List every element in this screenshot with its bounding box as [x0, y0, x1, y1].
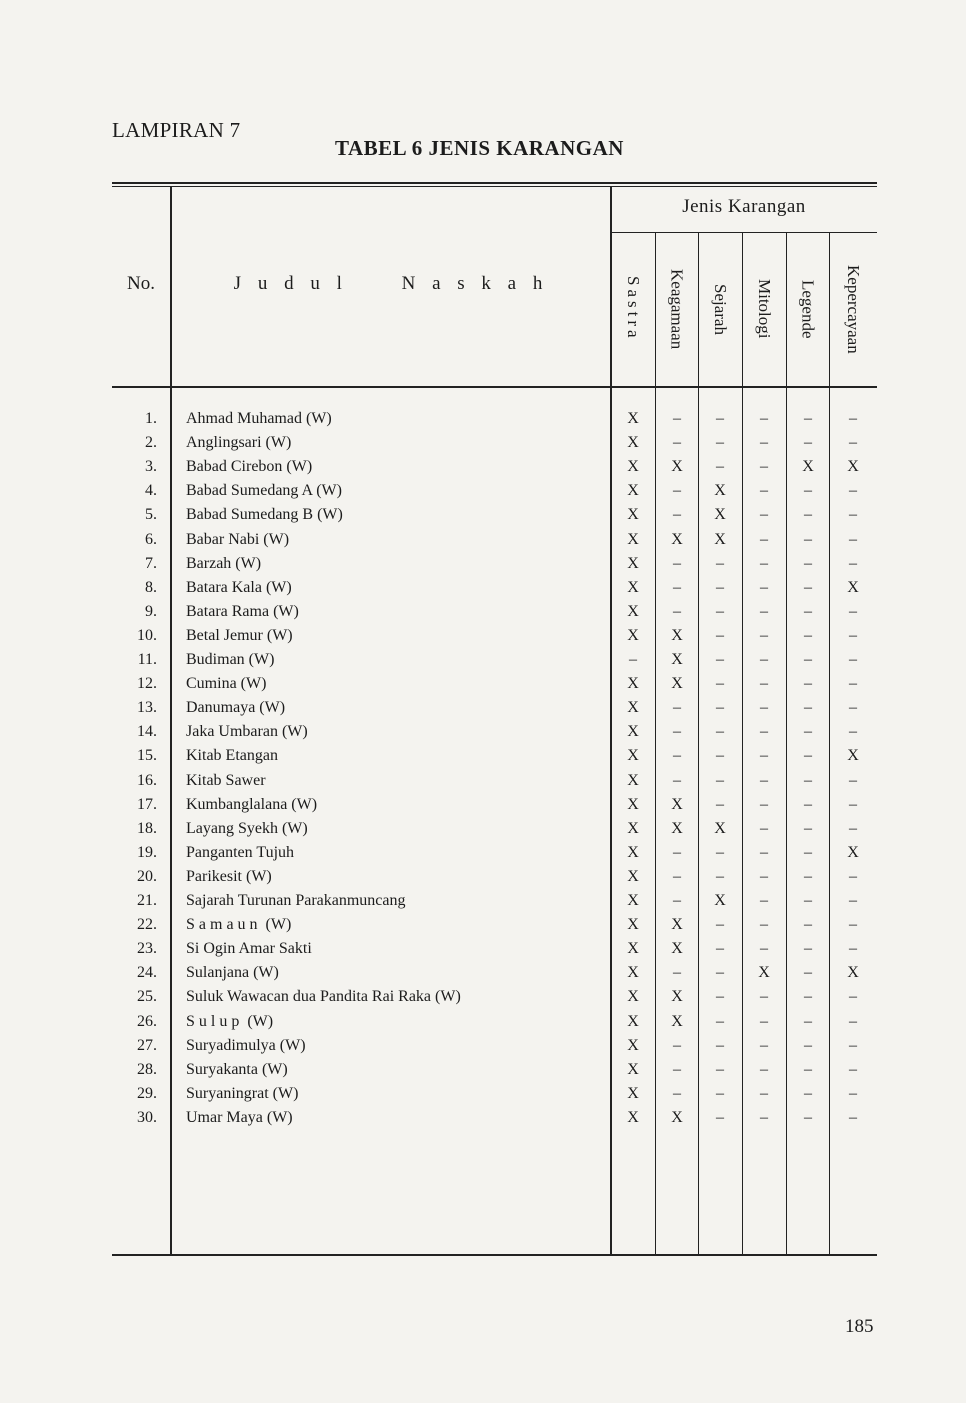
genre-label-mitologi: Mitologi [755, 279, 774, 339]
genre-mark: – [760, 867, 768, 885]
genre-mark: – [804, 843, 812, 861]
table-row [0, 841, 966, 865]
genre-mark: – [760, 1084, 768, 1102]
genre-mark: – [849, 675, 857, 693]
genre-mark: X [714, 530, 726, 548]
genre-mark: – [760, 1036, 768, 1054]
table-row [0, 793, 966, 817]
genre-mark: – [849, 1060, 857, 1078]
genre-mark: – [716, 1108, 724, 1126]
table-row [0, 407, 966, 431]
genre-mark: – [804, 747, 812, 765]
genre-mark: – [716, 1060, 724, 1078]
genre-mark: X [627, 578, 639, 596]
genre-mark: – [716, 434, 724, 452]
row-number: 6. [145, 530, 157, 548]
genre-mark: X [847, 458, 859, 476]
genre-mark: – [760, 578, 768, 596]
row-number: 11. [137, 651, 157, 668]
row-number: 14. [137, 723, 157, 741]
row-number: 4. [145, 482, 157, 500]
genre-mark: – [673, 602, 681, 620]
row-title: Anglingsari (W) [186, 434, 292, 452]
table-row [0, 431, 966, 455]
genre-mark: X [671, 988, 683, 1006]
genre-mark: X [627, 458, 639, 476]
genre-mark: X [627, 867, 639, 885]
genre-mark: – [760, 940, 768, 958]
genre-mark: X [671, 795, 683, 813]
table-row [0, 1082, 966, 1106]
genre-mark: X [627, 795, 639, 813]
genre-mark: – [760, 1012, 768, 1030]
table-bottom-rule [112, 1254, 877, 1256]
genre-mark: – [849, 795, 857, 813]
genre-mark: X [627, 723, 639, 741]
genre-mark: – [673, 410, 681, 427]
genre-mark: – [804, 892, 812, 909]
genre-mark: X [627, 1108, 639, 1126]
genre-mark: – [849, 482, 857, 500]
genre-mark: X [671, 530, 683, 548]
genre-mark: – [760, 771, 768, 789]
genre-mark: – [804, 795, 812, 813]
genre-mark: – [849, 988, 857, 1006]
table-row [0, 576, 966, 600]
genre-mark: – [849, 602, 857, 620]
row-title: Suryadimulya (W) [186, 1036, 306, 1054]
genre-header-keagamaan [656, 234, 698, 384]
row-title: Sulanjana (W) [186, 964, 279, 982]
row-title: Budiman (W) [186, 651, 275, 668]
genre-mark: – [849, 1036, 857, 1054]
genre-mark: X [627, 843, 639, 861]
row-number: 17. [137, 795, 157, 813]
genre-mark: – [804, 675, 812, 693]
genre-mark: – [760, 554, 768, 572]
table-row [0, 961, 966, 985]
genre-mark: – [849, 410, 857, 427]
genre-mark: – [673, 434, 681, 452]
genre-mark: – [849, 892, 857, 909]
genre-mark: X [714, 482, 726, 500]
row-title: Barzah (W) [186, 554, 262, 572]
table-title: TABEL 6 JENIS KARANGAN [335, 136, 624, 160]
row-title: Suryakanta (W) [186, 1060, 288, 1078]
genre-mark: X [671, 940, 683, 958]
genre-mark: X [802, 458, 814, 476]
genre-mark: – [804, 530, 812, 548]
table-row [0, 455, 966, 479]
genre-mark: – [849, 723, 857, 741]
row-number: 28. [137, 1060, 157, 1078]
genre-mark: – [760, 843, 768, 861]
genre-mark: – [716, 699, 724, 717]
row-title: Kitab Etangan [186, 747, 278, 765]
genre-mark: X [671, 651, 683, 668]
table-row [0, 865, 966, 889]
row-number: 12. [137, 675, 157, 693]
genre-mark: X [627, 940, 639, 958]
genre-mark: – [804, 506, 812, 524]
genre-mark: X [627, 988, 639, 1006]
row-title: Babad Cirebon (W) [186, 458, 313, 476]
row-title: Danumaya (W) [186, 699, 286, 717]
genre-mark: – [849, 434, 857, 452]
genre-mark: – [760, 626, 768, 644]
genre-group-rule [612, 232, 877, 233]
genre-mark: – [673, 506, 681, 524]
genre-mark: X [627, 1084, 639, 1102]
genre-mark: – [760, 747, 768, 765]
row-title: Umar Maya (W) [186, 1108, 293, 1126]
table-row [0, 889, 966, 913]
row-title: Babad Sumedang A (W) [186, 482, 342, 500]
genre-mark: – [760, 651, 768, 668]
row-number: 8. [145, 578, 157, 596]
genre-mark: X [714, 819, 726, 837]
genre-mark: X [847, 964, 859, 982]
genre-mark: X [627, 1036, 639, 1054]
row-number: 26. [137, 1012, 157, 1030]
genre-mark: X [627, 506, 639, 524]
row-title: Batara Rama (W) [186, 602, 299, 620]
genre-mark: – [716, 578, 724, 596]
row-title: Parikesit (W) [186, 867, 272, 885]
genre-mark: – [849, 506, 857, 524]
genre-mark: – [804, 554, 812, 572]
table-row [0, 672, 966, 696]
genre-mark: – [804, 1060, 812, 1078]
genre-mark: – [673, 771, 681, 789]
genre-mark: – [716, 916, 724, 934]
genre-header-kepercayaan [830, 234, 877, 384]
row-number: 7. [145, 554, 157, 572]
row-title: Kumbanglalana (W) [186, 795, 318, 813]
row-number: 5. [145, 506, 157, 524]
genre-mark: X [714, 892, 726, 909]
table-row [0, 648, 966, 672]
genre-mark: X [627, 675, 639, 693]
genre-mark: X [627, 916, 639, 934]
genre-mark: – [804, 1012, 812, 1030]
genre-mark: X [758, 964, 770, 982]
table-row [0, 937, 966, 961]
genre-mark: – [716, 651, 724, 668]
genre-mark: – [804, 964, 812, 982]
genre-mark: – [760, 675, 768, 693]
row-number: 16. [137, 771, 157, 789]
genre-mark: X [627, 530, 639, 548]
row-number: 10. [137, 626, 157, 644]
genre-mark: – [760, 1108, 768, 1126]
table-row [0, 913, 966, 937]
genre-mark: X [671, 916, 683, 934]
genre-mark: – [849, 940, 857, 958]
row-number: 30. [137, 1108, 157, 1126]
table-row [0, 624, 966, 648]
page-number: 185 [845, 1316, 874, 1337]
genre-mark: – [716, 747, 724, 765]
genre-label-kepercayaan: Kepercayaan [844, 264, 863, 354]
genre-mark: – [716, 1084, 724, 1102]
row-title: Cumina (W) [186, 675, 267, 693]
genre-mark: – [760, 819, 768, 837]
genre-mark: – [849, 819, 857, 837]
row-title: Betal Jemur (W) [186, 626, 293, 644]
table-row [0, 817, 966, 841]
row-number: 23. [137, 940, 157, 958]
genre-mark: – [716, 843, 724, 861]
genre-mark: – [760, 458, 768, 476]
genre-mark: X [627, 1012, 639, 1030]
genre-mark: – [760, 988, 768, 1006]
genre-mark: – [804, 819, 812, 837]
row-title: Batara Kala (W) [186, 578, 292, 596]
genre-mark: X [671, 458, 683, 476]
table-row [0, 552, 966, 576]
row-number: 20. [137, 867, 157, 885]
genre-label-keagamaan: Keagamaan [667, 268, 687, 350]
genre-mark: – [804, 699, 812, 717]
row-title: Si Ogin Amar Sakti [186, 940, 312, 958]
row-number: 29. [137, 1084, 157, 1102]
row-title: Jaka Umbaran (W) [186, 723, 308, 741]
row-number: 18. [137, 819, 157, 837]
genre-mark: X [847, 747, 859, 765]
table-row [0, 985, 966, 1009]
table-top-rule-second [112, 186, 877, 187]
table-row [0, 1034, 966, 1058]
genre-mark: – [804, 771, 812, 789]
table-top-rule [112, 182, 877, 184]
genre-mark: – [673, 843, 681, 861]
genre-mark: – [804, 723, 812, 741]
table-row [0, 769, 966, 793]
genre-mark: – [716, 1012, 724, 1030]
table-row [0, 528, 966, 552]
genre-mark: – [849, 771, 857, 789]
genre-mark: – [760, 482, 768, 500]
genre-mark: – [804, 434, 812, 452]
row-title: Suryaningrat (W) [186, 1084, 299, 1102]
table-row [0, 1010, 966, 1034]
genre-mark: – [716, 410, 724, 427]
genre-mark: X [671, 626, 683, 644]
table-row [0, 696, 966, 720]
genre-mark: X [627, 410, 639, 427]
table-row [0, 600, 966, 624]
genre-mark: – [849, 626, 857, 644]
genre-mark: – [849, 1084, 857, 1102]
genre-mark: X [627, 771, 639, 789]
genre-mark: – [716, 1036, 724, 1054]
genre-mark: – [849, 699, 857, 717]
genre-mark: – [849, 1108, 857, 1126]
row-number: 19. [137, 843, 157, 861]
genre-mark: – [760, 1060, 768, 1078]
genre-mark: – [716, 626, 724, 644]
genre-mark: – [760, 602, 768, 620]
row-number: 15. [137, 747, 157, 765]
genre-mark: – [716, 554, 724, 572]
genre-mark: – [760, 795, 768, 813]
genre-mark: X [671, 1108, 683, 1126]
genre-mark: X [714, 506, 726, 524]
genre-mark: – [804, 651, 812, 668]
row-title: Suluk Wawacan dua Pandita Rai Raka (W) [186, 988, 461, 1006]
genre-mark: – [804, 988, 812, 1006]
genre-mark: – [849, 1012, 857, 1030]
genre-mark: – [673, 482, 681, 500]
row-number: 21. [137, 892, 157, 909]
appendix-label: LAMPIRAN 7 [112, 118, 241, 142]
genre-mark: – [673, 723, 681, 741]
genre-mark: – [849, 867, 857, 885]
genre-mark: X [671, 675, 683, 693]
row-number: 13. [137, 699, 157, 717]
genre-mark: – [673, 1036, 681, 1054]
row-title: Layang Syekh (W) [186, 819, 308, 837]
genre-mark: – [673, 554, 681, 572]
row-number: 1. [145, 410, 157, 427]
row-title: Panganten Tujuh [186, 843, 295, 861]
genre-mark: – [716, 867, 724, 885]
row-title: Babar Nabi (W) [186, 530, 290, 548]
row-title: Kitab Sawer [186, 771, 266, 789]
genre-mark: – [849, 530, 857, 548]
row-number: 2. [145, 434, 157, 452]
genre-mark: – [760, 506, 768, 524]
genre-mark: X [671, 1012, 683, 1030]
genre-mark: – [760, 723, 768, 741]
genre-mark: X [627, 482, 639, 500]
genre-mark: – [760, 892, 768, 909]
genre-mark: – [673, 867, 681, 885]
genre-mark: – [849, 554, 857, 572]
genre-mark: – [804, 482, 812, 500]
row-number: 3. [145, 458, 157, 476]
genre-mark: – [716, 940, 724, 958]
genre-mark: – [760, 699, 768, 717]
row-title: Ahmad Muhamad (W) [186, 410, 332, 427]
genre-mark: – [804, 940, 812, 958]
row-title: S a m a u n (W) [186, 916, 292, 934]
genre-mark: – [804, 1036, 812, 1054]
genre-mark: X [627, 626, 639, 644]
row-number: 9. [145, 602, 157, 620]
genre-mark: X [627, 602, 639, 620]
table-row [0, 744, 966, 768]
genre-mark: – [673, 747, 681, 765]
row-number: 22. [137, 916, 157, 934]
genre-label-sejarah: Sejarah [711, 283, 730, 335]
genre-label-sastra: Sastra [624, 276, 643, 342]
row-title: Sajarah Turunan Parakanmuncang [186, 892, 406, 909]
row-number: 25. [137, 988, 157, 1006]
table-row [0, 1058, 966, 1082]
genre-mark: – [673, 1084, 681, 1102]
genre-mark: – [716, 723, 724, 741]
genre-mark: – [716, 675, 724, 693]
genre-mark: – [804, 578, 812, 596]
genre-mark: – [673, 964, 681, 982]
table-row [0, 720, 966, 744]
header-judul-naskah: J u d u l N a s k a h [233, 273, 549, 294]
genre-mark: – [716, 602, 724, 620]
genre-mark: X [847, 843, 859, 861]
genre-mark: – [804, 916, 812, 934]
genre-header-sejarah [699, 234, 742, 384]
genre-mark: – [804, 602, 812, 620]
genre-mark: X [627, 819, 639, 837]
genre-mark: – [760, 916, 768, 934]
genre-mark: X [627, 1060, 639, 1078]
genre-mark: X [671, 819, 683, 837]
genre-mark: – [760, 434, 768, 452]
table-row [0, 503, 966, 527]
genre-mark: – [804, 410, 812, 427]
genre-mark: X [627, 554, 639, 572]
header-jenis-karangan: Jenis Karangan [682, 196, 806, 217]
header-no: No. [127, 273, 155, 294]
genre-mark: – [673, 578, 681, 596]
genre-label-legende: Legende [798, 279, 818, 339]
genre-mark: – [716, 771, 724, 789]
genre-mark: X [627, 434, 639, 452]
genre-mark: – [716, 988, 724, 1006]
table-row [0, 479, 966, 503]
genre-mark: – [716, 964, 724, 982]
row-title: Babad Sumedang B (W) [186, 506, 343, 524]
genre-mark: – [760, 410, 768, 427]
genre-mark: – [673, 892, 681, 909]
genre-mark: X [627, 747, 639, 765]
genre-mark: – [804, 867, 812, 885]
genre-header-mitologi [743, 234, 786, 384]
genre-mark: – [849, 916, 857, 934]
genre-mark: – [804, 1084, 812, 1102]
row-title: S u l u p (W) [186, 1012, 274, 1030]
genre-header-sastra [612, 234, 655, 384]
row-number: 24. [137, 964, 157, 982]
genre-mark: X [627, 699, 639, 717]
genre-mark: – [716, 458, 724, 476]
genre-mark: – [849, 651, 857, 668]
genre-mark: – [716, 795, 724, 813]
genre-mark: – [760, 530, 768, 548]
genre-mark: – [804, 626, 812, 644]
genre-mark: X [627, 964, 639, 982]
genre-header-legende [787, 234, 829, 384]
header-bottom-rule [112, 386, 877, 388]
genre-mark: – [804, 1108, 812, 1126]
genre-mark: – [673, 699, 681, 717]
row-number: 27. [137, 1036, 157, 1054]
genre-mark: X [847, 578, 859, 596]
genre-mark: – [629, 651, 637, 668]
table-row [0, 1106, 966, 1130]
genre-mark: X [627, 892, 639, 909]
genre-mark: – [673, 1060, 681, 1078]
